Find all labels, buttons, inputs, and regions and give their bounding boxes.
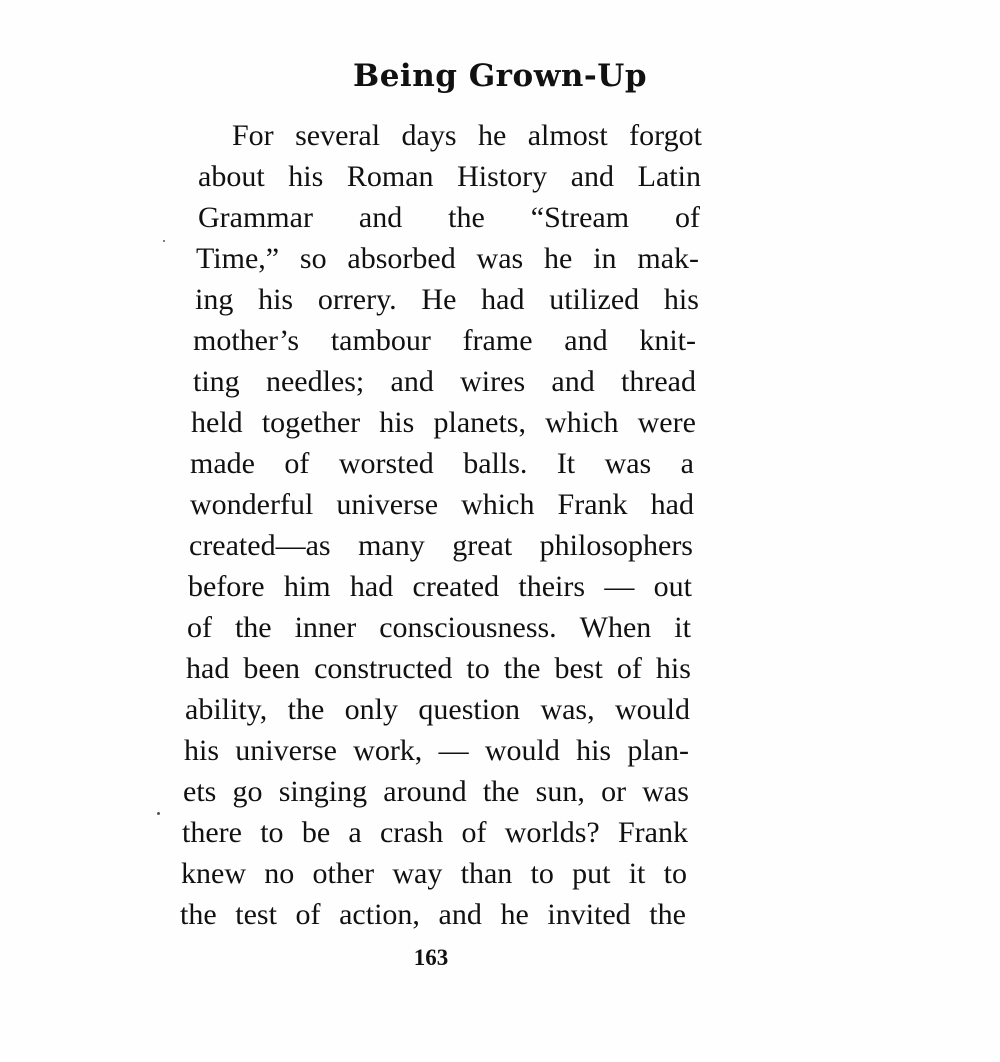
word: For	[232, 119, 274, 152]
text-line	[188, 569, 692, 605]
word: of	[295, 898, 321, 931]
word: forgot	[629, 119, 702, 152]
text-line	[182, 815, 688, 851]
text-line	[186, 651, 691, 687]
word: there	[182, 816, 242, 849]
word: no	[264, 857, 295, 890]
word: the	[287, 693, 325, 726]
page-number: 163	[413, 945, 449, 970]
word: which	[545, 406, 619, 439]
word: together	[261, 406, 361, 439]
word: of	[187, 611, 212, 644]
text-line	[185, 692, 690, 728]
word: plan-	[627, 734, 689, 767]
word: knew	[181, 857, 246, 890]
word: had	[186, 652, 230, 685]
word: go	[232, 775, 263, 808]
word: singing	[278, 775, 368, 808]
word: worsted	[338, 447, 434, 480]
text-line	[190, 446, 694, 482]
text-line	[193, 323, 696, 359]
text-line	[190, 487, 694, 523]
word: the	[503, 652, 541, 685]
word: several	[295, 119, 381, 152]
text-line	[193, 364, 696, 400]
word: was	[642, 775, 689, 808]
word: consciousness.	[379, 611, 557, 644]
word: action,	[339, 898, 420, 931]
word: created	[412, 570, 500, 603]
word: his	[258, 283, 294, 316]
word: created—as	[189, 529, 331, 562]
word: held	[191, 406, 243, 439]
word: and	[358, 201, 403, 234]
text-line	[232, 118, 702, 154]
word: it	[674, 611, 691, 644]
text-line	[195, 282, 699, 318]
word: the	[448, 201, 485, 234]
word: the	[234, 611, 272, 644]
word: Roman	[346, 160, 434, 193]
word: was,	[540, 693, 595, 726]
word: planets,	[433, 406, 526, 439]
word: him	[283, 570, 331, 603]
word: —	[604, 570, 635, 603]
word: before	[188, 570, 265, 603]
text-line	[198, 159, 701, 195]
word: and	[551, 365, 595, 398]
word: wonderful	[190, 488, 314, 521]
word: be	[301, 816, 331, 849]
word: he	[500, 898, 529, 931]
word: he	[477, 119, 507, 152]
text-line	[187, 610, 691, 646]
word: been	[243, 652, 301, 685]
word: had	[349, 570, 394, 603]
word: put	[572, 857, 611, 890]
word: was	[476, 242, 524, 275]
text-line	[183, 774, 689, 810]
word: so	[299, 242, 327, 275]
word: philosophers	[539, 529, 693, 562]
word: invited	[547, 898, 631, 931]
text-line	[191, 405, 696, 441]
word: which	[461, 488, 535, 521]
word: constructed	[314, 652, 453, 685]
print-speck	[163, 240, 165, 242]
word: ing	[195, 283, 234, 316]
word: crash	[379, 816, 444, 849]
word: History	[457, 160, 548, 193]
word: of	[674, 201, 700, 234]
word: universe	[235, 734, 337, 767]
word: mother’s	[193, 324, 300, 357]
word: only	[344, 693, 398, 726]
word: days	[401, 119, 457, 152]
word: test	[235, 898, 277, 931]
word: sun,	[535, 775, 585, 808]
word: his	[663, 283, 699, 316]
word: his	[379, 406, 415, 439]
word: of	[461, 816, 487, 849]
word: ting	[193, 365, 240, 398]
word: frame	[462, 324, 533, 357]
word: mak-	[637, 242, 699, 275]
word: had	[481, 283, 525, 316]
word: was	[604, 447, 652, 480]
word: many	[358, 529, 425, 562]
word: Latin	[637, 160, 701, 193]
word: best	[554, 652, 603, 685]
word: and	[390, 365, 434, 398]
word: a	[348, 816, 362, 849]
word: it	[628, 857, 646, 890]
text-line	[189, 528, 693, 564]
text-line	[198, 200, 700, 236]
word: Grammar	[198, 201, 313, 234]
word: around	[383, 775, 467, 808]
word: the	[180, 898, 217, 931]
word: his	[184, 734, 220, 767]
word: When	[579, 611, 652, 644]
word: great	[452, 529, 513, 562]
word: utilized	[549, 283, 640, 316]
word: other	[312, 857, 375, 890]
word: to	[663, 857, 687, 890]
word: were	[637, 406, 696, 439]
word: and	[564, 324, 608, 357]
word: It	[556, 447, 576, 480]
word: ability,	[185, 693, 268, 726]
word: theirs	[518, 570, 586, 603]
word: Time,”	[196, 242, 280, 275]
word: ets	[183, 775, 217, 808]
text-line	[184, 733, 689, 769]
word: absorbed	[347, 242, 456, 275]
word: his	[288, 160, 324, 193]
word: or	[601, 775, 627, 808]
word: way	[392, 857, 443, 890]
word: universe	[336, 488, 439, 521]
word: He	[421, 283, 457, 316]
text-line	[180, 897, 686, 933]
word: of	[616, 652, 642, 685]
text-line	[196, 241, 699, 277]
print-speck	[157, 812, 160, 815]
word: almost	[527, 119, 608, 152]
word: wires	[460, 365, 526, 398]
word: Frank	[618, 816, 688, 849]
word: of	[284, 447, 310, 480]
word: the	[482, 775, 520, 808]
word: out	[653, 570, 692, 603]
word: in	[593, 242, 617, 275]
running-header: Being Grown-Up	[353, 58, 647, 94]
word: made	[190, 447, 255, 480]
word: worlds?	[504, 816, 600, 849]
word: —	[438, 734, 469, 767]
word: tambour	[330, 324, 431, 357]
word: to	[466, 652, 490, 685]
text-line	[181, 856, 687, 892]
word: inner	[294, 611, 357, 644]
word: knit-	[639, 324, 696, 357]
word: orrery.	[317, 283, 397, 316]
word: would	[484, 734, 560, 767]
word: would	[615, 693, 690, 726]
word: work,	[353, 734, 423, 767]
word: needles;	[265, 365, 365, 398]
word: balls.	[463, 447, 528, 480]
word: had	[650, 488, 694, 521]
word: Frank	[557, 488, 628, 521]
word: his	[655, 652, 691, 685]
word: to	[260, 816, 284, 849]
word: a	[680, 447, 694, 480]
word: the	[649, 898, 686, 931]
word: and	[438, 898, 482, 931]
word: thread	[621, 365, 696, 398]
word: about	[198, 160, 265, 193]
word: question	[418, 693, 521, 726]
word: he	[544, 242, 573, 275]
word: than	[460, 857, 513, 890]
word: his	[576, 734, 612, 767]
word: “Stream	[530, 201, 630, 234]
word: and	[570, 160, 615, 193]
word: to	[530, 857, 554, 890]
